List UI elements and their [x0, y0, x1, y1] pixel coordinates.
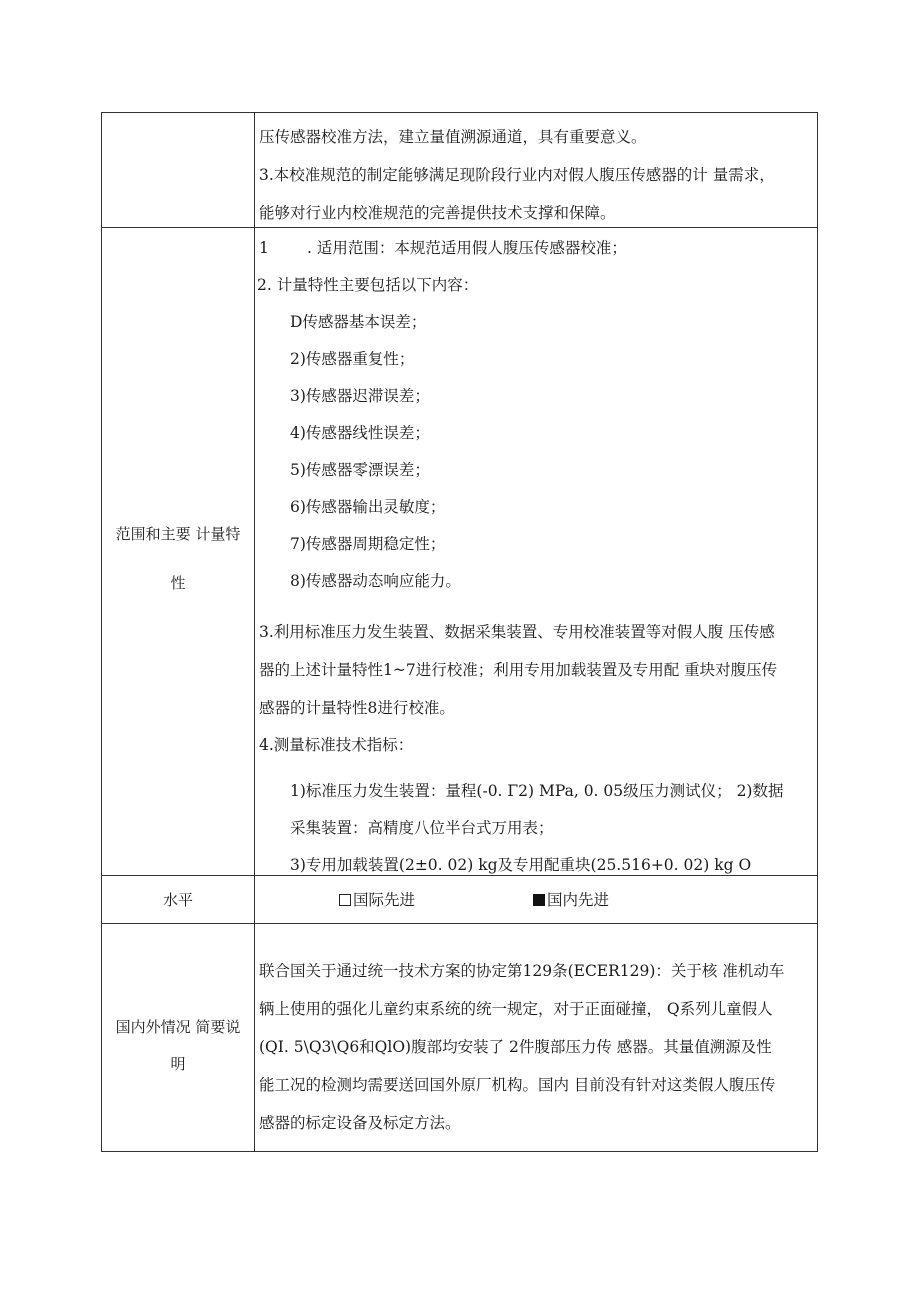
characteristic-item: 2)传感器重复性；: [290, 350, 415, 368]
scope-item-3-line: 3.利用标准压力发生装置、数据采集装置、专用校准装置等对假人腹 压传感: [259, 623, 775, 641]
characteristic-item: 8)传感器动态响应能力。: [290, 572, 461, 590]
characteristic-item: 6)传感器输出灵敏度；: [290, 498, 446, 516]
scope-label-line1: 范围和主要 计量特: [115, 525, 241, 543]
option-label: 国际先进: [353, 891, 416, 909]
row-divider: [102, 923, 817, 924]
scope-item-1: . 适用范围：本规范适用假人腹压传感器校准；: [307, 239, 627, 257]
scope-item-3-line: 器的上述计量特性1~7进行校准；利用专用加载装置及专用配 重块对腹压传: [259, 661, 778, 679]
scope-item-1-number: 1: [259, 239, 269, 257]
scope-item-4: 4.测量标准技术指标：: [259, 736, 414, 754]
characteristic-item: 5)传感器零漂误差；: [290, 461, 430, 479]
situation-label-line1: 国内外情况 简要说: [115, 1018, 241, 1036]
characteristic-item: D传感器基本误差；: [290, 313, 427, 331]
checkbox-checked-icon: [533, 894, 545, 906]
scope-item-2: 2. 计量特性主要包括以下内容：: [257, 276, 479, 294]
document-table: [101, 112, 818, 1152]
row-divider: [102, 227, 817, 228]
level-label: 水平: [162, 891, 193, 909]
scope-label-line2: 性: [170, 574, 186, 592]
situation-line: (QI. 5\Q3\Q6和QlO)腹部均安装了 2件腹部压力传 感器。其量值溯源及性: [259, 1038, 772, 1056]
situation-label-line2: 明: [170, 1055, 186, 1073]
row-divider: [102, 875, 817, 876]
scope-item-3-line: 感器的计量特性8进行校准。: [259, 699, 455, 717]
column-divider: [254, 113, 255, 1151]
standard-spec-line: 采集装置：高精度八位半台式万用表；: [290, 819, 554, 837]
row1-line: 压传感器校准方法，建立量值溯源通道，具有重要意义。: [259, 128, 647, 146]
characteristic-item: 4)传感器线性误差；: [290, 424, 430, 442]
standard-spec-line: 3)专用加载装置(2±0. 02) kg及专用配重块(25.516+0. 02) kg O: [290, 856, 752, 874]
situation-line: 联合国关于通过统一技术方案的协定第129条(ECER129)：关于核 准机动车: [259, 962, 785, 980]
characteristic-item: 3)传感器迟滞误差；: [290, 387, 430, 405]
situation-line: 能工况的检测均需要送回国外原厂机构。国内 目前没有针对这类假人腹压传: [259, 1076, 776, 1094]
standard-spec-line: 1)标准压力发生装置：量程(-0. Γ2) MPa, 0. 05级压力测试仪； 2)数据: [290, 782, 784, 800]
option-international-advanced: [339, 890, 415, 910]
option-domestic-advanced: [533, 890, 609, 910]
row1-line: 能够对行业内校准规范的完善提供技术支撑和保障。: [259, 204, 616, 222]
situation-line: 辆上使用的强化儿童约束系统的统一规定，对于正面碰撞， Q系列儿童假人: [259, 1000, 773, 1018]
checkbox-unchecked-icon: [339, 894, 351, 906]
characteristic-item: 7)传感器周期稳定性；: [290, 535, 446, 553]
situation-line: 感器的标定设备及标定方法。: [259, 1114, 461, 1132]
option-label: 国内先进: [547, 891, 610, 909]
row1-line: 3.本校准规范的制定能够满足现阶段行业内对假人腹压传感器的计 量需求，: [259, 166, 775, 184]
